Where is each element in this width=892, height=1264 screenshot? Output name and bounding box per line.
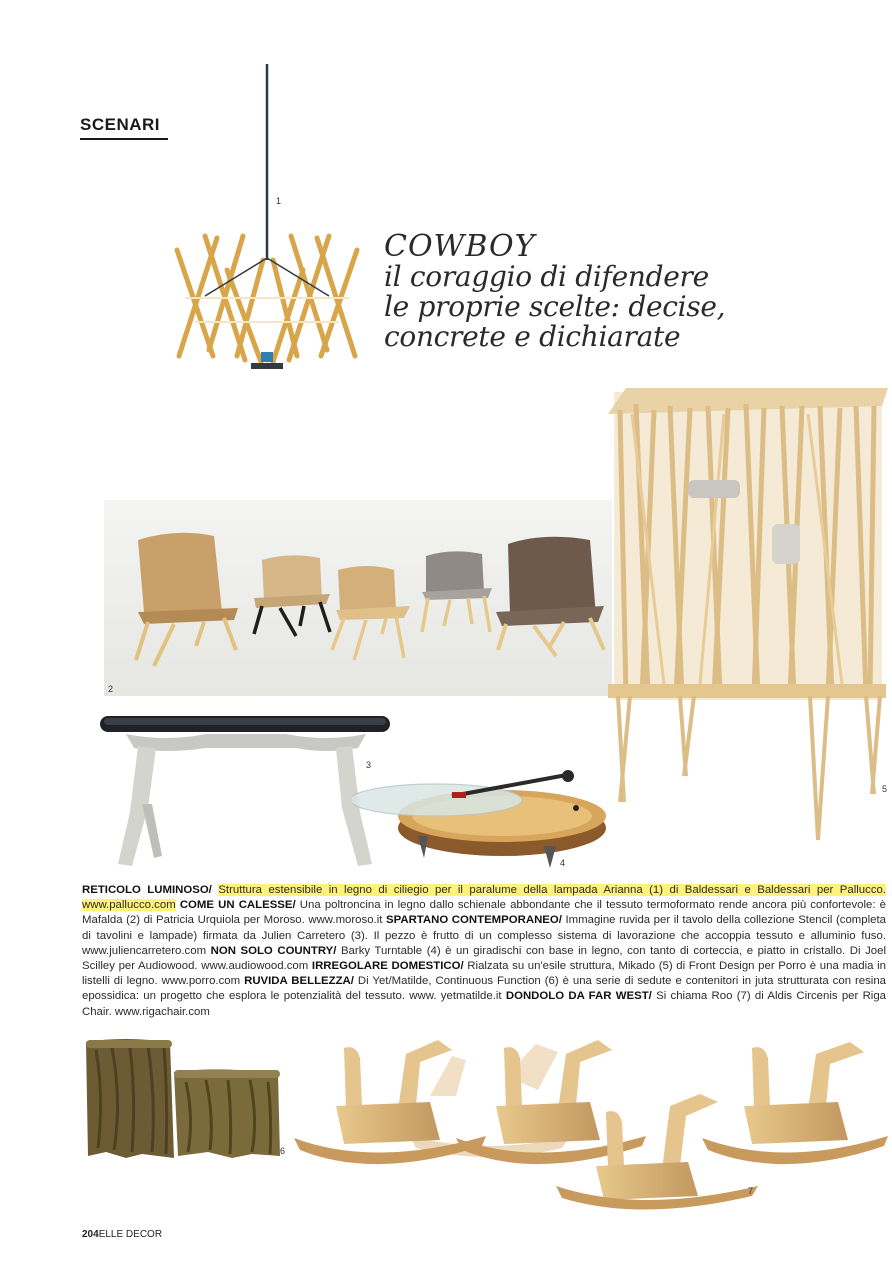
entry-keyword: DONDOLO DA FAR WEST/ — [505, 990, 652, 1003]
entry-keyword: RUVIDA BELLEZZA/ — [244, 975, 354, 988]
entry-keyword: NON SOLO COUNTRY/ — [210, 944, 337, 957]
headline-line-2: il coraggio di difendere — [384, 260, 709, 293]
figure-number-2: 2 — [108, 684, 114, 694]
lamp-image — [165, 60, 375, 380]
rocking-horses-image — [290, 1036, 890, 1210]
entry-dondolo: DONDOLO DA FAR WEST/ Si chiama Roo (7) di Aldis Circenis per Riga Chair. www.rigachair.com — [82, 990, 886, 1018]
magazine-name: ELLE DECOR — [98, 1229, 163, 1240]
figure-number-1: 1 — [276, 196, 282, 206]
cabinet-image — [604, 384, 888, 846]
figure-number-6: 6 — [280, 1146, 286, 1156]
article-body — [82, 883, 886, 1020]
entry-keyword: COME UN CALESSE/ — [179, 899, 296, 912]
figure-number-3: 3 — [366, 760, 372, 770]
entry-spartano: SPARTANO CONTEMPORANEO/ Immagine ruvida per il tavolo della collezione Stencil (completa di tavolini e lampade) firmata da Julien Carretero (3). Il pezzo è frutto di un complesso sistema di lavorazione che accoppia tessuto e alluminio fuso. www.juliencarretero.com — [82, 914, 886, 957]
entry-keyword: IRREGOLARE DOMESTICO/ — [311, 960, 464, 973]
entry-keyword: SPARTANO CONTEMPORANEO/ — [386, 914, 562, 927]
page-number: 204 — [82, 1229, 99, 1240]
entry-ruvida: RUVIDA BELLEZZA/ Di Yet/Matilde, Continuous Function (6) è una serie di sedute e contenitori in juta strutturata con resina epossidica: un progetto che esplora le potenzialità del tessuto. www. yetmatilde.it — [82, 975, 887, 1003]
figure-number-5: 5 — [882, 784, 888, 794]
highlighted-text: Struttura estensibile in legno di ciliegio per il paralume della lampada Arianna (1) di Baldessari e Baldessari per Pallucco. www.pallucco.com — [82, 884, 887, 912]
turntable-image — [352, 762, 612, 872]
section-underline — [80, 138, 168, 140]
entry-keyword: RETICOLO LUMINOSO/ — [82, 884, 212, 896]
headline-title: COWBOY — [384, 229, 536, 264]
entry-irregolare: IRREGOLARE DOMESTICO/ Rialzata su un'esile struttura, Mikado (5) di Front Design per Porro è una madia in listelli di legno. www.porro.com — [82, 960, 886, 988]
chairs-image — [104, 500, 612, 696]
headline-line-4: concrete e dichiarate — [384, 320, 681, 353]
jute-seating-image — [82, 1036, 282, 1162]
headline-line-3: le proprie scelte: decise, — [384, 290, 726, 323]
entry-country: NON SOLO COUNTRY/ Barky Turntable (4) è un giradischi con base in legno, con tanto di corteccia, e piatto in cristallo. Di Joel Scilley per Audiowood. www.audiowood.com — [82, 944, 886, 973]
table-image — [96, 708, 396, 872]
figure-number-7: 7 — [748, 1186, 754, 1196]
entry-calesse: COME UN CALESSE/ Una poltroncina in legno dallo schienale abbondante che il tessuto termoformato rende ancora più confortevole: è Mafalda (2) di Patricia Urquiola per Moroso. www.moroso.it — [82, 899, 886, 927]
section-label: SCENARI — [80, 115, 161, 134]
headline — [384, 229, 854, 353]
page-footer — [82, 1229, 162, 1240]
figure-number-4: 4 — [560, 858, 566, 868]
